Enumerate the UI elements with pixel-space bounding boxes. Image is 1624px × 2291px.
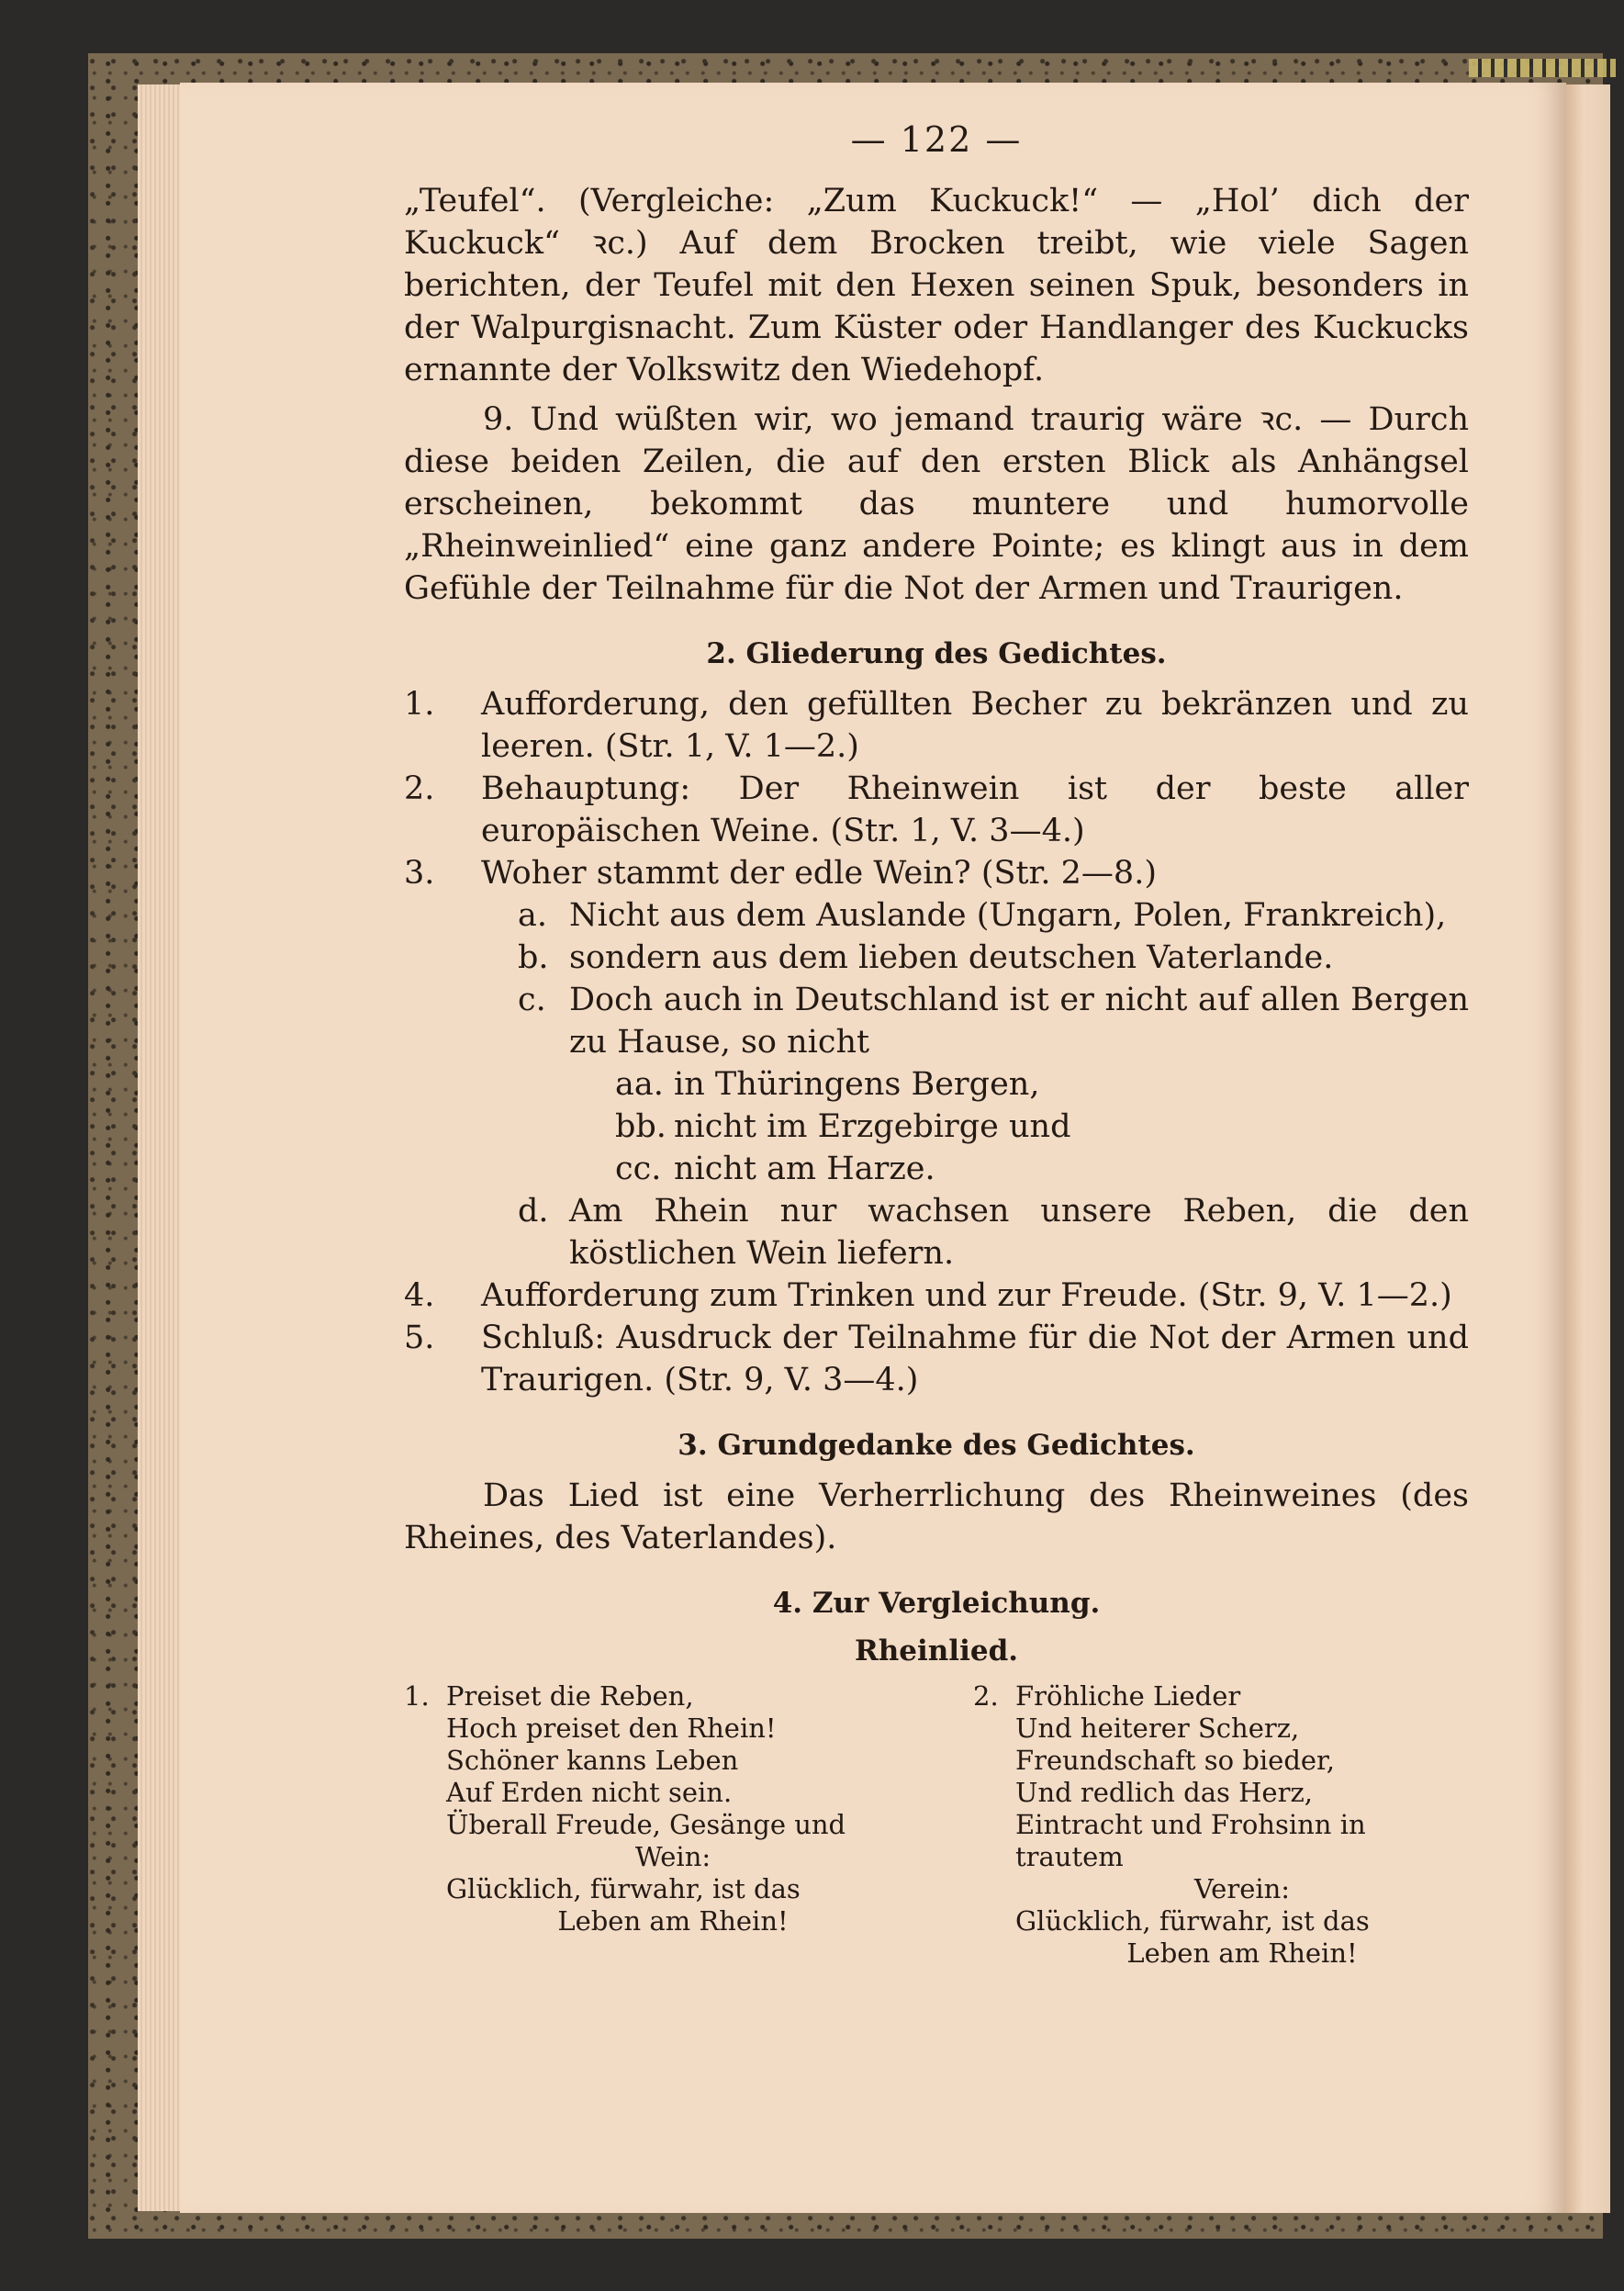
poem-line: Und redlich das Herz, (1015, 1777, 1313, 1808)
outline-text: Schluß: Ausdruck der Teilnahme für die Not der Armen und Traurigen. (Str. 9, V. 3—4.) (481, 1320, 1469, 1398)
outline-num: aa. (615, 1066, 664, 1103)
poem-line: Fröhliche Lieder (1015, 1680, 1241, 1712)
poem-line: Freundschaft so bieder, (1015, 1745, 1335, 1776)
outline-item (404, 768, 1469, 852)
outline-num: d. (518, 1193, 549, 1230)
outline-num: cc. (615, 1151, 662, 1187)
poem-line: Hoch preiset den Rhein! (446, 1713, 777, 1744)
outline-list (404, 683, 1469, 1401)
outline-subitem (404, 979, 1469, 1063)
outline-num: b. (518, 939, 549, 976)
poem-line: Überall Freude, Gesänge und (446, 1809, 846, 1840)
outline-text: Woher stammt der edle Wein? (Str. 2—8.) (481, 855, 1157, 892)
outline-subitem (404, 1190, 1469, 1275)
outline-text: sondern aus dem lieben deutschen Vaterlande. (569, 939, 1334, 976)
outline-text: Nicht aus dem Auslande (Ungarn, Polen, Frankreich), (569, 897, 1447, 934)
poem-line: Auf Erden nicht sein. (446, 1777, 733, 1808)
outline-num: a. (518, 897, 547, 934)
outline-num: 1. (404, 686, 435, 723)
stanza-lines (1015, 1680, 1469, 1970)
outline-text: Am Rhein nur wachsen unsere Reben, die den köstlichen Wein liefern. (569, 1193, 1469, 1272)
spine-strip (1469, 59, 1616, 77)
paragraph-teufel: „Teufel“. (Vergleiche: „Zum Kuckuck!“ — „Hol’ dich der Kuckuck“ ꝛc.) Auf dem Brocken treibt, wie viele Sagen berichten, der Teufel mit den Hexen seinen Spuk, besonders in der Walpurgisnacht. Zum Küster oder Handlanger des Kuckucks ernannte der Volkswitz den Wiedehopf. (404, 183, 1469, 388)
outline-item (404, 852, 1469, 894)
section-3-title: 3. Grundgedanke des Gedichtes. (678, 1429, 1195, 1462)
outline-text: Doch auch in Deutschland ist er nicht auf allen Bergen zu Hause, so nicht (569, 982, 1469, 1061)
outline-text: Aufforderung zum Trinken und zur Freude. (Str. 9, V. 1—2.) (481, 1277, 1452, 1314)
poem (404, 1680, 1469, 1970)
poem-line: Leben am Rhein! (1126, 1937, 1358, 1969)
outline-text: Behauptung: Der Rheinwein ist der beste aller europäischen Weine. (Str. 1, V. 3—4.) (481, 770, 1469, 849)
poem-line: Glücklich, fürwahr, ist das (1015, 1905, 1370, 1937)
outline-text: nicht am Harze. (674, 1151, 935, 1187)
poem-line: Verein: (1193, 1873, 1291, 1904)
outline-num: c. (518, 982, 546, 1018)
outline-num: bb. (615, 1108, 666, 1145)
poem-title: Rheinlied. (854, 1634, 1019, 1668)
poem-line: Eintracht und Frohsinn in trautem (1015, 1809, 1366, 1872)
section-3-text: Das Lied ist eine Verherrlichung des Rheinweines (des Rheines, des Vaterlandes). (404, 1477, 1469, 1556)
stanza-number: 2. (973, 1680, 999, 1712)
poem-line: Preiset die Reben, (446, 1680, 694, 1712)
outline-num: 5. (404, 1320, 435, 1356)
poem-line: Glücklich, fürwahr, ist das (446, 1873, 801, 1904)
section-2-title: 2. Gliederung des Gedichtes. (706, 637, 1167, 670)
poem-line: Wein: (634, 1841, 711, 1872)
page-edges (138, 84, 184, 2211)
outline-num: 4. (404, 1277, 435, 1314)
stanza-number: 1. (404, 1680, 430, 1712)
outline-subsubitem (404, 1063, 1469, 1106)
section-4-title: 4. Zur Vergleichung. (772, 1587, 1101, 1620)
outline-item (404, 1275, 1469, 1317)
stanza-2 (973, 1680, 1469, 1970)
poem-line: Schöner kanns Leben (446, 1745, 739, 1776)
outline-text: Aufforderung, den gefüllten Becher zu bekränzen und zu leeren. (Str. 1, V. 1—2.) (481, 686, 1469, 765)
paragraph-note-9: 9. Und wüßten wir, wo jemand traurig wäre ꝛc. — Durch diese beiden Zeilen, die auf den ersten Blick als Anhängsel erscheinen, bekommt das muntere und humorvolle „Rheinweinlied“ eine ganz andere Pointe; es klingt aus in dem Gefühle der Teilnahme für die Not der Armen und Traurigen. (404, 401, 1469, 607)
outline-item (404, 683, 1469, 768)
stanza-lines (446, 1680, 900, 1970)
outline-subsubitem (404, 1148, 1469, 1190)
outline-text: in Thüringens Bergen, (674, 1066, 1040, 1103)
stanza-1 (404, 1680, 900, 1970)
page-number: — 122 — (850, 119, 1023, 160)
outline-subitem (404, 937, 1469, 979)
outline-num: 2. (404, 770, 435, 807)
outline-text: nicht im Erzgebirge und (674, 1108, 1071, 1145)
outline-subsubitem (404, 1106, 1469, 1148)
outline-item (404, 1317, 1469, 1401)
poem-line: Und heiterer Scherz, (1015, 1713, 1300, 1744)
book-gutter (1566, 84, 1610, 2213)
outline-subitem (404, 894, 1469, 937)
outline-num: 3. (404, 855, 435, 892)
poem-line: Leben am Rhein! (557, 1905, 789, 1937)
page-content (404, 119, 1469, 1970)
